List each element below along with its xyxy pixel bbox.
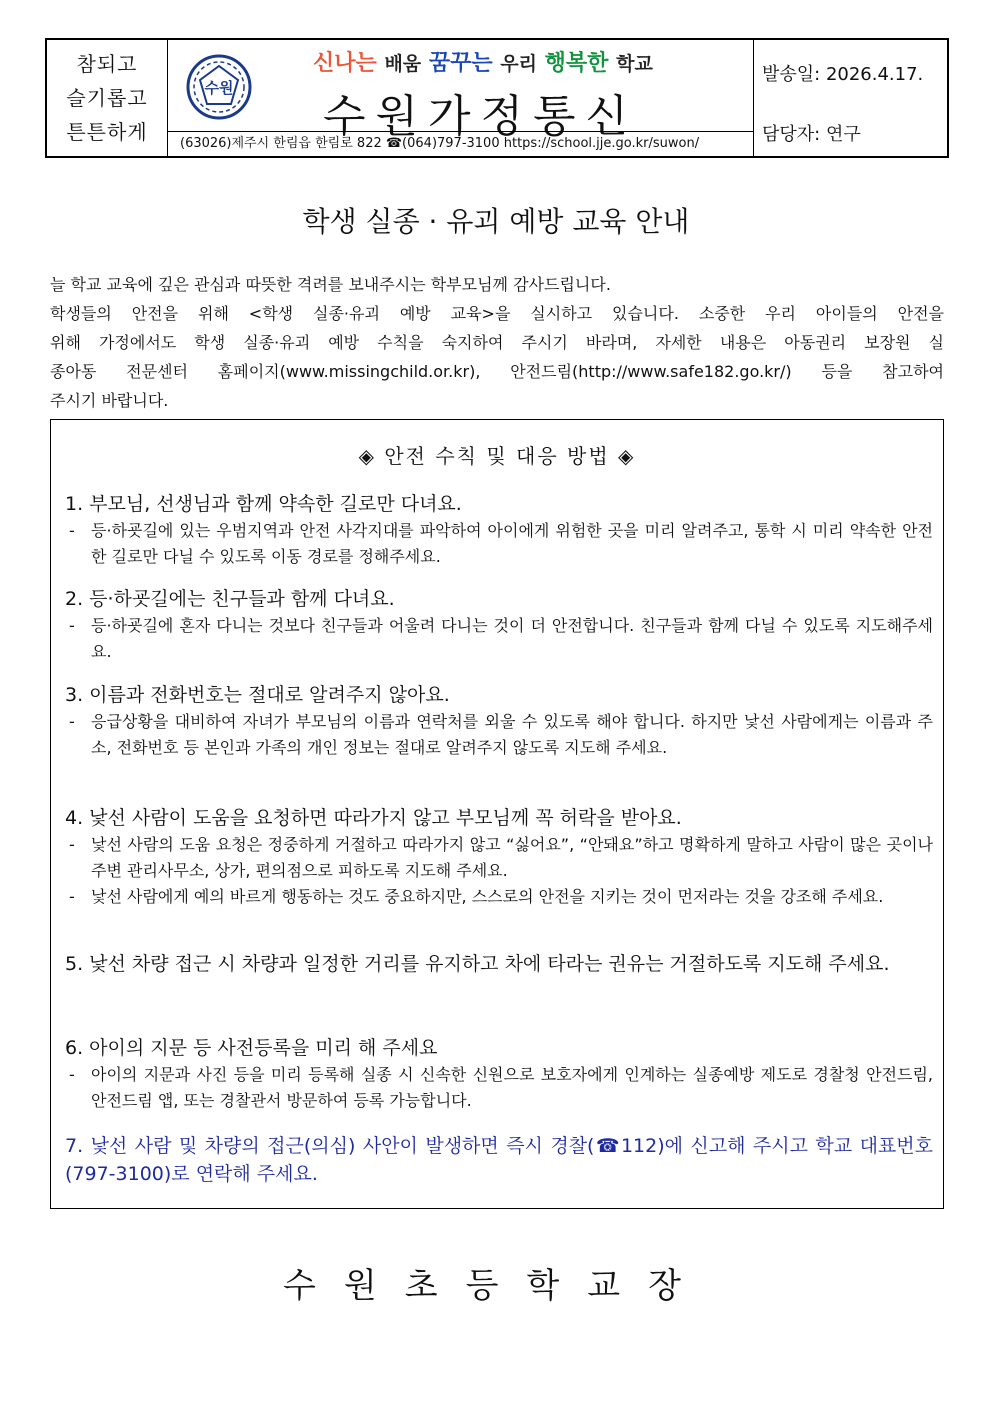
slogan-word-5: 행복한 (544, 51, 609, 76)
intro-paragraph (50, 270, 944, 415)
rule-heading: 2. 등·하굣길에는 친구들과 함께 다녀요. (65, 588, 395, 610)
slogan-word-1: 신나는 (313, 51, 377, 76)
rule-detail: - 등·하굣길에 있는 우범지역과 안전 사각지대를 파악하여 아이에게 위험한 곳을 미리 알려주고, 통학 시 미리 약속한 안전한 길로만 다닐 수 있도록 이동 경로를 정해주세요. (69, 521, 933, 566)
rule-heading: 3. 이름과 전화번호는 절대로 알려주지 않아요. (65, 684, 450, 706)
motto-line-3: 튼튼하게 (66, 120, 148, 144)
newsletter-title: 수원가정통신 (323, 91, 639, 142)
rule-item-1 (65, 490, 933, 570)
slogan-word-4: 우리 (500, 53, 537, 75)
newsletter-header (45, 38, 949, 158)
rule-heading: 7. 낯선 사람 및 차량의 접근(의심) 사안이 발생하면 즉시 경찰(☎112)에 신고해 주시고 학교 대표번호(797-3100)로 연락해 주세요. (65, 1135, 933, 1185)
intro-line-4: 종아동 전문센터 홈페이지(www.missingchild.or.kr), 안전드림(http://www.safe182.go.kr/) 등을 참고하여 (50, 362, 944, 381)
rule-detail: - 등·하굣길에 혼자 다니는 것보다 친구들과 어울려 다니는 것이 더 안전합니다. 친구들과 함께 다닐 수 있도록 지도해주세요. (69, 616, 933, 661)
header-meta (754, 40, 947, 156)
intro-line-5: 주시기 바랍니다. (50, 391, 169, 410)
safety-rules-box (50, 419, 944, 1209)
intro-line-2: 학생들의 안전을 위해 <학생 실종·유괴 예방 교육>을 실시하고 있습니다. 소중한 우리 아이들의 안전을 (50, 304, 944, 323)
slogan-word-6: 학교 (616, 53, 653, 75)
rule-item-6 (65, 1034, 933, 1114)
rule-detail: - 낯선 사람의 도움 요청은 정중하게 거절하고 따라가지 않고 “싫어요”, “안돼요”하고 명확하게 말하고 사람이 많은 곳이나 주변 관리사무소, 상가, 편의점으로 피하도록 지도해 주세요. (69, 835, 933, 880)
rule-item-4 (65, 804, 933, 910)
principal-signature: 수원초등학교장 (283, 1266, 709, 1306)
rule-detail: - 낯선 사람에게 예의 바르게 행동하는 것도 중요하지만, 스스로의 안전을 지키는 것이 먼저라는 것을 강조해 주세요. (69, 887, 884, 906)
school-address: (63026)제주시 한림읍 한림로 822 ☎(064)797-3100 https://school.jje.go.kr/suwon/ (168, 131, 753, 156)
document-title: 학생 실종 · 유괴 예방 교육 안내 (302, 205, 690, 238)
header-center (168, 40, 754, 156)
rule-heading: 5. 낯선 차량 접근 시 차량과 일정한 거리를 유지하고 차에 타라는 권유는 거절하도록 지도해 주세요. (65, 953, 890, 975)
rule-item-7 (65, 1132, 933, 1188)
school-logo-icon (186, 54, 252, 120)
motto-line-1: 참되고 (76, 52, 138, 76)
rule-heading: 6. 아이의 지문 등 사전등록을 미리 해 주세요 (65, 1037, 438, 1059)
rule-detail: - 응급상황을 대비하여 자녀가 부모님의 이름과 연락처를 외울 수 있도록 해야 합니다. 하지만 낯선 사람에게는 이름과 주소, 전화번호 등 본인과 가족의 개인 정보는 절대로 알려주지 않도록 지도해 주세요. (69, 712, 933, 757)
safety-rules-title: ◈ 안전 수칙 및 대응 방법 ◈ (358, 444, 636, 468)
intro-line-3: 위해 가정에서도 학생 실종·유괴 예방 수칙을 숙지하여 주시기 바라며, 자세한 내용은 아동권리 보장원 실 (50, 333, 944, 352)
rule-item-3 (65, 681, 933, 761)
school-motto (47, 40, 168, 156)
rule-heading: 4. 낯선 사람이 도움을 요청하면 따라가지 않고 부모님께 꼭 허락을 받아요. (65, 807, 682, 829)
rule-detail: - 아이의 지문과 사진 등을 미리 등록해 실종 시 신속한 신원으로 보호자에게 인계하는 실종예방 제도로 경찰청 안전드림, 안전드림 앱, 또는 경찰관서 방문하여 등록 가능합니다. (69, 1065, 933, 1110)
slogan-word-2: 배움 (384, 53, 422, 75)
rule-item-2 (65, 585, 933, 665)
school-slogan (313, 46, 653, 77)
slogan-word-3: 꿈꾸는 (428, 51, 493, 76)
rule-heading: 1. 부모님, 선생님과 함께 약속한 길로만 다녀요. (65, 493, 462, 515)
intro-line-1: 늘 학교 교육에 깊은 관심과 따뜻한 격려를 보내주시는 학부모님께 감사드립니다. (50, 275, 611, 294)
logo-text: 수원 (204, 79, 234, 97)
rule-item-5 (65, 950, 933, 978)
issue-date: 발송일: 2026.4.17. (762, 64, 924, 85)
author: 담당자: 연구 (762, 124, 861, 145)
motto-line-2: 슬기롭고 (66, 86, 148, 110)
